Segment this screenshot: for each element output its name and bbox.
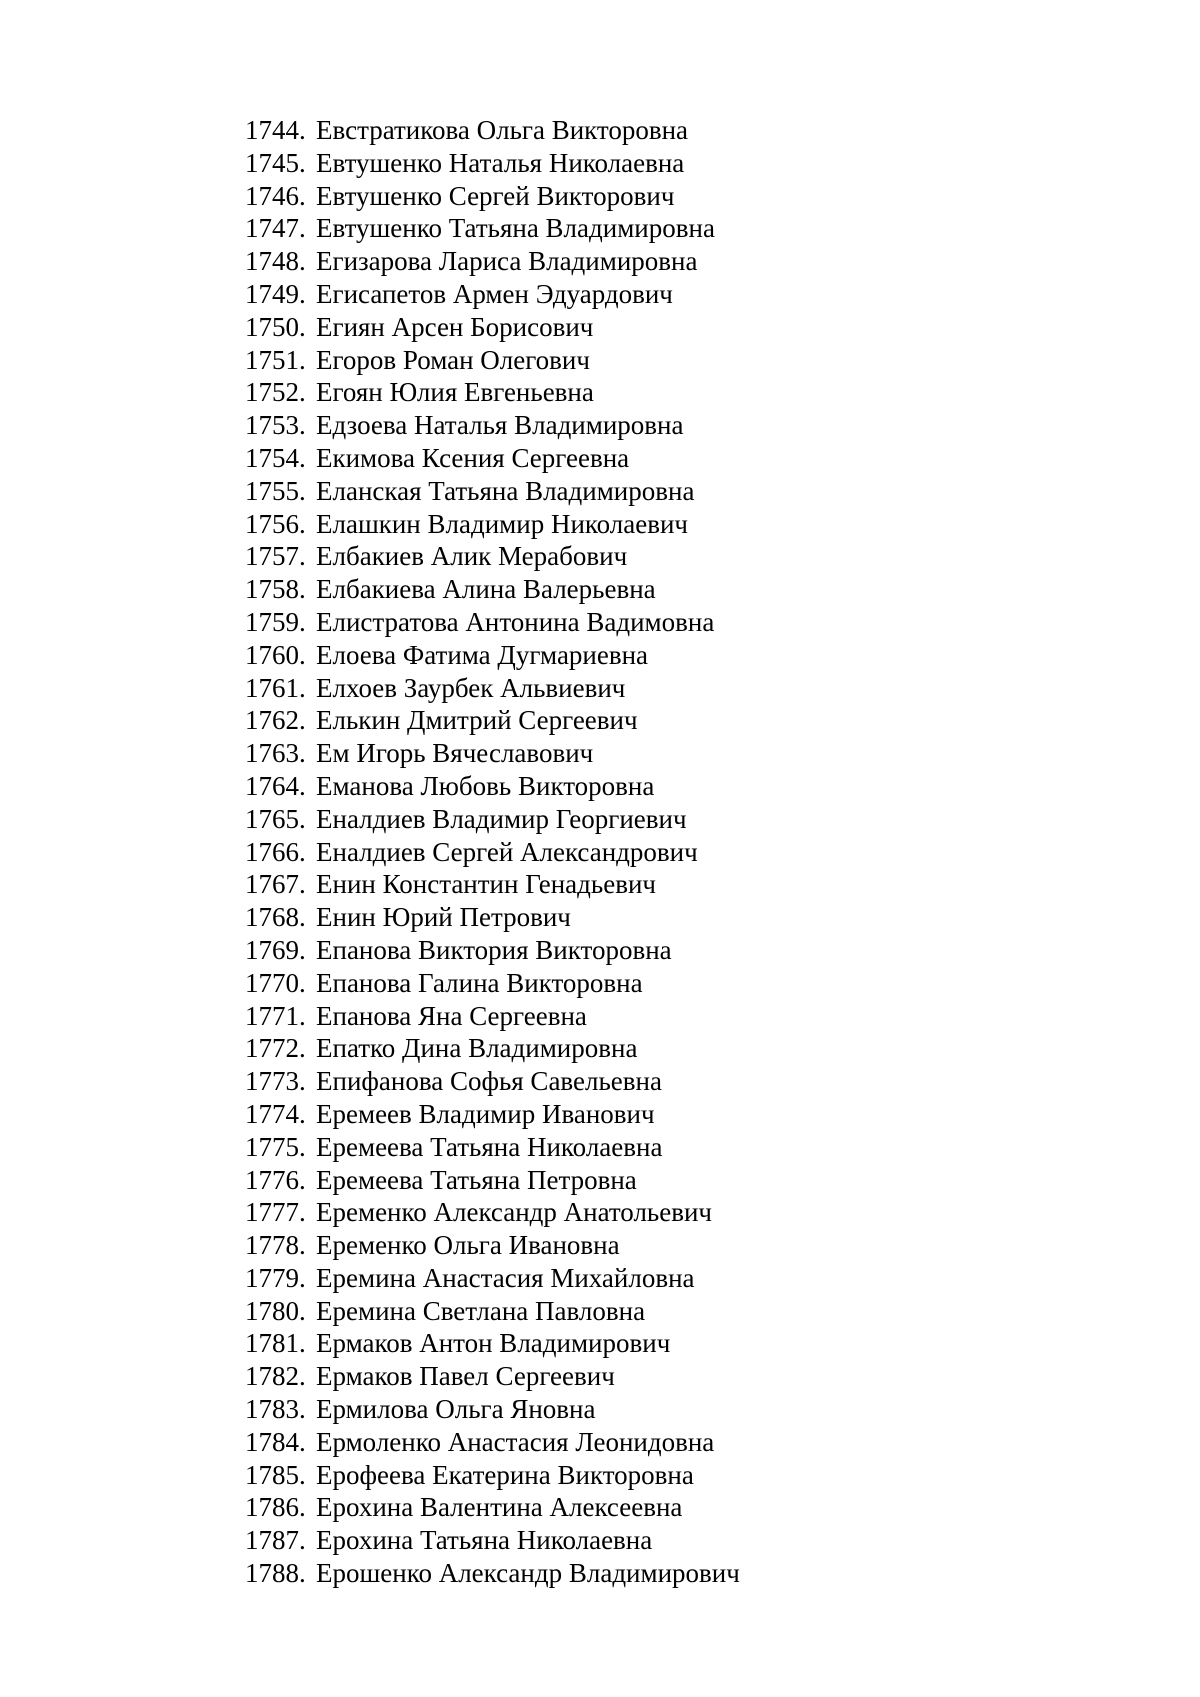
entry-name: Епифанова Софья Савельевна [316,1066,662,1097]
entry-name: Егоян Юлия Евгеньевна [316,377,594,408]
entry-number: 1760. [245,639,306,670]
entry-number: 1745. [245,147,306,178]
entry-name: Еремина Светлана Павловна [316,1295,646,1326]
list-item [245,344,740,377]
entry-number: 1784. [245,1426,306,1457]
entry-number: 1757. [245,541,306,572]
entry-name: Евстратикова Ольга Викторовна [316,115,689,145]
entry-number: 1746. [245,180,306,211]
entry-name: Ерохина Валентина Алексеевна [316,1492,683,1523]
list-item [245,1196,740,1229]
list-item [245,606,740,639]
entry-name: Епанова Галина Викторовна [316,967,643,998]
list-item [245,704,740,737]
list-item [245,1557,740,1590]
entry-name: Екимова Ксения Сергеевна [316,442,630,473]
list-item [245,311,740,344]
entry-number: 1776. [245,1164,306,1195]
list-item [245,114,740,147]
entry-number: 1780. [245,1295,306,1326]
list-item [245,1098,740,1131]
list-item [245,1164,740,1197]
list-item [245,573,740,606]
entry-number: 1774. [245,1098,306,1129]
entry-number: 1767. [245,869,306,900]
list-item [245,278,740,311]
entry-number: 1750. [245,311,306,342]
list-item [245,803,740,836]
list-item [245,147,740,180]
list-item [245,1393,740,1426]
entry-number: 1752. [245,377,306,408]
entry-number: 1764. [245,770,306,801]
entry-name: Егоров Роман Олегович [316,344,590,375]
entry-name: Ерошенко Александр Владимирович [316,1558,740,1589]
entry-number: 1751. [245,344,306,375]
entry-name: Епатко Дина Владимировна [316,1033,638,1064]
entry-number: 1762. [245,705,306,736]
list-item [245,508,740,541]
entry-number: 1766. [245,836,306,867]
entry-number: 1771. [245,1000,306,1031]
entry-number: 1748. [245,246,306,277]
entry-number: 1769. [245,934,306,965]
list-item [245,639,740,672]
entry-number: 1778. [245,1230,306,1261]
list-item [245,1000,740,1033]
list-item [245,409,740,442]
list-item [245,1426,740,1459]
entry-name: Епанова Виктория Викторовна [316,934,672,965]
entry-name: Егиян Арсен Борисович [316,311,594,342]
list-item [245,442,740,475]
list-item [245,901,740,934]
entry-number: 1753. [245,410,306,441]
list-item [245,1295,740,1328]
entry-number: 1786. [245,1492,306,1523]
list-item [245,540,740,573]
entry-number: 1788. [245,1558,306,1589]
list-item [245,1360,740,1393]
entry-number: 1773. [245,1066,306,1097]
entry-name: Еманова Любовь Викторовна [316,770,655,801]
list-item [245,376,740,409]
entry-name: Еременко Ольга Ивановна [316,1230,620,1261]
entry-name: Еременко Александр Анатольевич [316,1197,712,1228]
entry-name: Ермоленко Анастасия Леонидовна [316,1426,715,1457]
entry-name: Егизарова Лариса Владимировна [316,246,698,277]
entry-number: 1744. [245,115,306,145]
entry-name: Ермаков Антон Владимирович [316,1328,671,1359]
list-item [245,836,740,869]
entry-name: Енин Константин Генадьевич [316,869,656,900]
entry-name: Епанова Яна Сергеевна [316,1000,587,1031]
list-item [245,245,740,278]
entry-name: Елоева Фатима Дугмариевна [316,639,649,670]
entry-number: 1747. [245,213,306,244]
entry-name: Еремеев Владимир Иванович [316,1098,655,1129]
entry-number: 1758. [245,574,306,605]
entry-name: Еремеева Татьяна Николаевна [316,1131,663,1162]
entry-name: Егисапетов Армен Эдуардович [316,278,673,309]
entry-number: 1765. [245,803,306,834]
entry-name: Ерофеева Екатерина Викторовна [316,1459,694,1490]
list-item [245,770,740,803]
entry-number: 1770. [245,967,306,998]
entry-number: 1761. [245,672,306,703]
entry-number: 1768. [245,902,306,933]
list-item [245,1327,740,1360]
entry-name: Евтушенко Сергей Викторович [316,180,675,211]
entry-name: Елашкин Владимир Николаевич [316,508,689,539]
entry-name: Евтушенко Наталья Николаевна [316,147,685,178]
entry-number: 1755. [245,475,306,506]
entry-number: 1763. [245,738,306,769]
name-list [245,114,740,1590]
entry-name: Еналдиев Сергей Александрович [316,836,698,867]
entry-number: 1785. [245,1459,306,1490]
list-item [245,475,740,508]
entry-number: 1781. [245,1328,306,1359]
list-item [245,1262,740,1295]
entry-name: Елбакиева Алина Валерьевна [316,574,656,605]
list-item [245,1459,740,1492]
entry-number: 1772. [245,1033,306,1064]
list-item [245,212,740,245]
list-item [245,868,740,901]
entry-name: Елхоев Заурбек Альвиевич [316,672,626,703]
entry-number: 1777. [245,1197,306,1228]
entry-number: 1782. [245,1361,306,1392]
entry-name: Еналдиев Владимир Георгиевич [316,803,687,834]
list-item [245,1491,740,1524]
entry-number: 1787. [245,1525,306,1556]
entry-number: 1779. [245,1262,306,1293]
entry-number: 1759. [245,606,306,637]
list-item [245,1229,740,1262]
list-item [245,1131,740,1164]
entry-number: 1783. [245,1394,306,1425]
list-item [245,180,740,213]
entry-name: Ермилова Ольга Яновна [316,1394,596,1425]
entry-name: Еланская Татьяна Владимировна [316,475,695,506]
entry-name: Елистратова Антонина Вадимовна [316,606,715,637]
list-item [245,737,740,770]
entry-name: Ем Игорь Вячеславович [316,738,594,769]
list-item [245,934,740,967]
list-item [245,672,740,705]
entry-number: 1754. [245,442,306,473]
entry-name: Енин Юрий Петрович [316,902,571,933]
entry-number: 1775. [245,1131,306,1162]
entry-name: Елбакиев Алик Мерабович [316,541,628,572]
entry-name: Евтушенко Татьяна Владимировна [316,213,715,244]
list-item [245,967,740,1000]
entry-name: Еремеева Татьяна Петровна [316,1164,637,1195]
list-item [245,1065,740,1098]
list-item [245,1524,740,1557]
entry-name: Еремина Анастасия Михайловна [316,1262,695,1293]
entry-name: Елькин Дмитрий Сергеевич [316,705,638,736]
entry-number: 1756. [245,508,306,539]
list-item [245,1032,740,1065]
entry-name: Ерохина Татьяна Николаевна [316,1525,653,1556]
entry-number: 1749. [245,278,306,309]
entry-name: Ермаков Павел Сергеевич [316,1361,615,1392]
entry-name: Едзоева Наталья Владимировна [316,410,684,441]
